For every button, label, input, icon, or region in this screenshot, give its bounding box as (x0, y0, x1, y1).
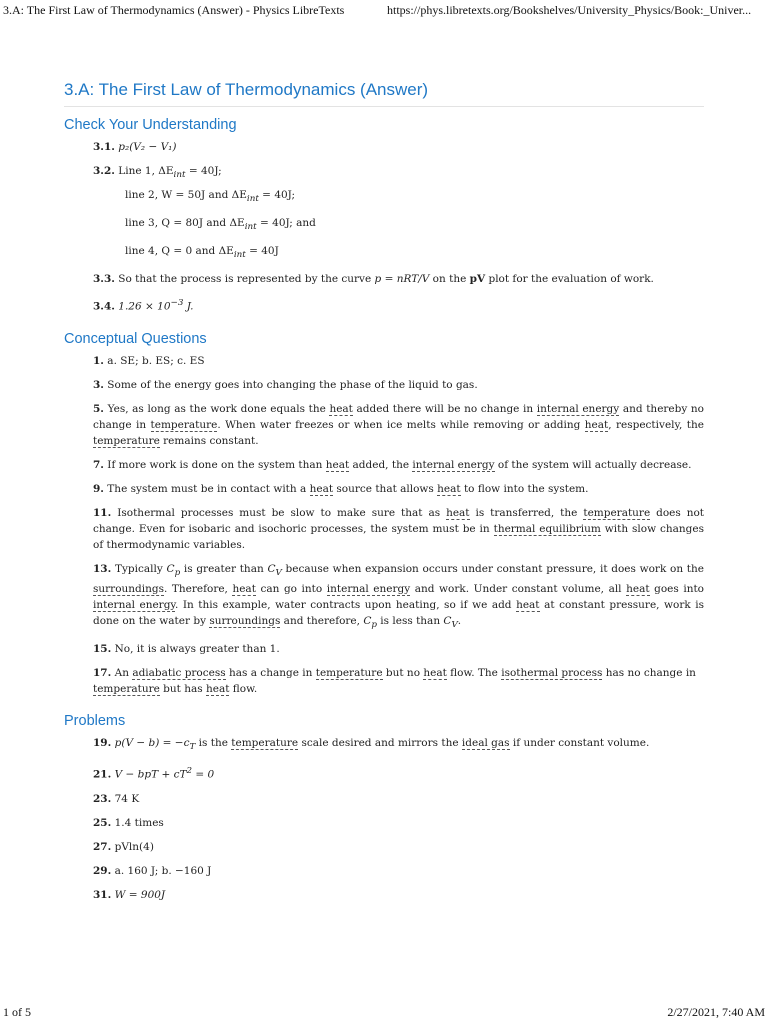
glossary-link-heat[interactable]: heat (329, 402, 353, 415)
glossary-link-internal-energy[interactable]: internal energy (326, 582, 411, 595)
glossary-link-surroundings[interactable]: surroundings (93, 582, 164, 595)
glossary-link-adiabatic-process[interactable]: adiabatic process (132, 667, 226, 680)
answer-17: 17. An adiabatic process has a change in temperature but no heat flow. The isothermal process has no change in temperature but has heat flow. (93, 667, 696, 696)
glossary-link-heat[interactable]: heat (309, 482, 334, 495)
print-header-url: https://phys.libretexts.org/Bookshelves/University_Physics/Book:_Univer... (387, 3, 752, 17)
answer-number: 3.2. (93, 165, 115, 177)
glossary-link-temperature[interactable]: temperature (315, 667, 383, 680)
glossary-link-heat[interactable]: heat (232, 582, 256, 595)
answer-number: 3.4. (93, 300, 115, 313)
glossary-link-heat[interactable]: heat (584, 418, 609, 431)
glossary-link-temperature[interactable]: temperature (231, 737, 299, 750)
glossary-link-surroundings[interactable]: surroundings (209, 614, 281, 627)
answer-3-2: 3.2. Line 1, $\Delta E_{int} = 40J$; (93, 165, 222, 181)
page-title: 3.A: The First Law of Thermodynamics (Answer) (64, 80, 704, 107)
answer-27: 27. pVln(4) (93, 840, 154, 853)
section-conceptual-questions: Conceptual Questions (64, 330, 207, 347)
answer-3-2-line-3: line 3, Q = 80J and $\Delta E_{int} = 40J$; and (125, 217, 316, 233)
glossary-link-heat[interactable]: heat (325, 458, 350, 471)
page-content (64, 80, 704, 909)
answer-23: 23. 74 K (93, 792, 140, 805)
glossary-link-heat[interactable]: heat (437, 482, 461, 495)
glossary-link-temperature[interactable]: temperature (93, 434, 160, 447)
glossary-link-ideal-gas[interactable]: ideal gas (461, 737, 510, 750)
answer-15: 15. No, it is always greater than 1. (93, 643, 280, 656)
print-header-title: 3.A: The First Law of Thermodynamics (Answer) - Physics LibreTexts (3, 3, 345, 17)
math-expression: p₂(V₂ − V₁) (118, 141, 177, 153)
answer-3-3: 3.3. So that the process is represented by the curve p = nRT/V on the pV plot for the evaluation of work. (93, 273, 654, 286)
answer-19: 19. $p(V - b) = -c_T$ is the temperature scale desired and mirrors the ideal gas if under constant volume. (93, 737, 650, 753)
section-check-your-understanding: Check Your Understanding (64, 117, 237, 133)
glossary-link-heat[interactable]: heat (423, 667, 447, 680)
answer-7: 7. If more work is done on the system than heat added, the internal energy of the system will actually decrease. (93, 458, 692, 471)
answer-5: 5. Yes, as long as the work done equals the heat added there will be no change in internal energy and thereby no change in temperature. When water freezes or when ice melts while removing or adding heat, respectively, the temperature remains constant. (93, 402, 704, 447)
answer-11: 11. Isothermal processes must be slow to make sure that as heat is transferred, the temperature does not change. Even for isobaric and isochoric processes, the system must be in thermal equilibrium with slow changes of thermodynamic variables. (93, 506, 705, 551)
glossary-link-heat[interactable]: heat (516, 598, 540, 611)
glossary-link-temperature[interactable]: temperature (93, 683, 160, 696)
answer-3-1 (93, 137, 704, 161)
browser-print-header (0, 0, 768, 22)
glossary-link-temperature[interactable]: temperature (583, 506, 651, 519)
browser-print-footer (0, 1002, 768, 1024)
answer-25: 25. 1.4 times (93, 816, 164, 829)
page-count: 1 of 5 (3, 1005, 31, 1019)
answer-29: 29. a. 160 J; b. −160 J (93, 864, 212, 877)
glossary-link-internal-energy[interactable]: internal energy (536, 402, 620, 415)
glossary-link-internal-energy[interactable]: internal energy (412, 458, 495, 471)
print-datetime: 2/27/2021, 7:40 AM (667, 1005, 765, 1019)
answer-3: 3. Some of the energy goes into changing the phase of the liquid to gas. (93, 378, 478, 391)
glossary-link-internal-energy[interactable]: internal energy (93, 598, 175, 611)
glossary-link-heat[interactable]: heat (446, 506, 470, 519)
answer-3-2-line-4: line 4, Q = 0 and $\Delta E_{int} = 40J$ (125, 245, 279, 261)
answer-1: 1. a. SE; b. ES; c. ES (93, 354, 205, 367)
answer-line-1: Line 1, ΔE (118, 165, 174, 177)
answer-number: 3.1. (93, 141, 115, 153)
glossary-link-isothermal-process[interactable]: isothermal process (501, 667, 603, 680)
glossary-link-heat[interactable]: heat (626, 582, 650, 595)
answer-21: 21. V − bpT + $cT^2 = 0$ (93, 766, 215, 781)
answer-number: 3.3. (93, 273, 115, 286)
answer-31: 31. W = 900J (93, 888, 166, 901)
glossary-link-heat[interactable]: heat (205, 683, 230, 696)
glossary-link-thermal-equilibrium[interactable]: thermal equilibrium (493, 522, 601, 535)
glossary-link-temperature[interactable]: temperature (150, 418, 218, 431)
answer-3-4: 3.4. $1.26 \times 10^{-3}$ J. (93, 298, 194, 313)
answer-3-2-line-2: line 2, W = 50J and $\Delta E_{int} = 40J$; (125, 189, 295, 205)
answer-13: 13. Typically $C_p$ is greater than $C_V$ because when expansion occurs under constant pressure, it does work on the surroundings. Therefore, heat can go into internal energy and work. Under constant volume, all heat goes into internal energy. In this example, water contracts upon heating, so if we add heat at constant pressure, work is done on the water by surroundings and therefore, $C_p$ is less than $C_V$. (93, 562, 705, 631)
section-problems: Problems (64, 713, 126, 730)
answer-9: 9. The system must be in contact with a heat source that allows heat to flow into the system. (93, 482, 589, 495)
